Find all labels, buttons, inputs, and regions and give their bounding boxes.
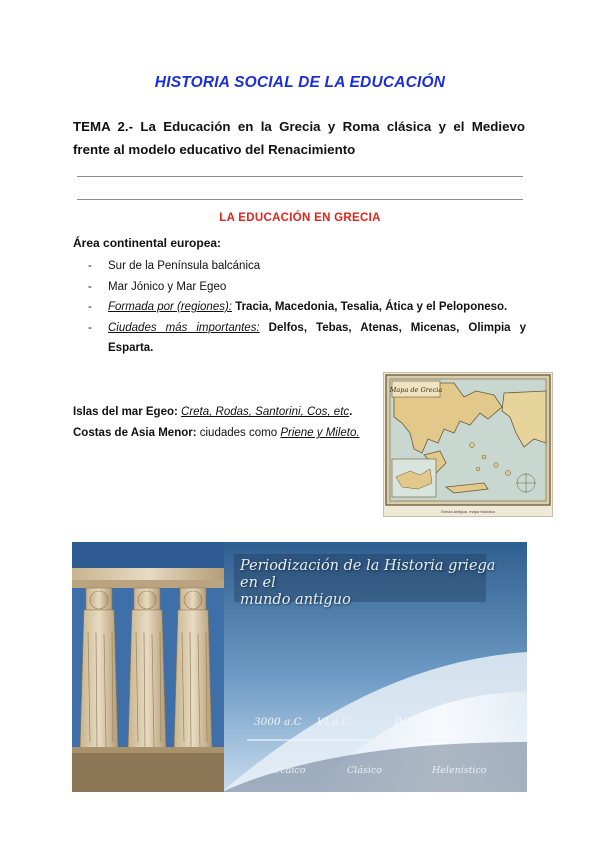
coasts-line [73,423,360,444]
banner-title-line-2: mundo antiguo [240,592,351,608]
era-label: Arcaico [269,765,306,776]
list-item-label: Formada por (regiones): [108,301,232,313]
list-item [88,277,526,298]
list-item-text: Tracia, Macedonia, Tesalia, Ática y el Peloponeso. [232,301,508,313]
coasts-label: Costas de Asia Menor: [73,427,197,439]
banner-title [240,558,510,609]
timeline-label: II. a. C [464,716,500,728]
list-item-text: Sur de la Península balcánica [108,260,261,272]
list-item-label: Ciudades más importantes: [108,321,260,334]
topic-heading [73,115,525,161]
divider-line [77,199,523,200]
islands-end: . [349,406,353,418]
document-title: HISTORIA SOCIAL DE LA EDUCACIÓN [154,74,446,91]
coasts-prefix: ciudades como [199,427,278,439]
map-cartouche: Mapa de Grecia [389,386,443,394]
map-caption: Grecia Antigua, mapa histórico [440,509,496,514]
list-item [88,318,526,359]
list-item-text: Delfos, Tebas, Atenas, Micenas, Olimpia y Esparta. [108,321,527,354]
list-bullet: - [88,301,92,313]
banner-title-line-1: Periodización de la Historia griega en el [240,558,496,591]
list-bullet: - [88,321,92,334]
list-bullet: - [88,280,92,293]
area-heading: Área continental europea: [73,236,222,250]
map-illustration [384,373,552,507]
section-title: LA EDUCACIÓN EN GRECIA [219,212,381,224]
era-label: Clásico [347,765,382,776]
list-item-text: Mar Jónico y Mar Egeo [108,280,227,293]
topic-heading-line-2: frente al modelo educativo del Renacimiento [73,142,356,157]
islands-list: Creta, Rodas, Santorini, Cos, etc [181,406,350,418]
timeline-label: 3000 a.C [254,716,302,728]
list-bullet: - [88,260,92,272]
periodization-banner [72,542,527,792]
greece-map-image [383,372,553,517]
timeline-label: IV a.C [394,716,427,728]
islands-label: Islas del mar Egeo: [73,406,178,418]
area-list [88,256,526,359]
islands-block [73,402,360,444]
list-item [88,297,526,318]
coasts-cities: Priene y Mileto. [280,427,360,439]
divider-line [77,176,523,177]
timeline-label: VI a.C [317,716,350,728]
islands-line [73,402,360,423]
topic-heading-line-1: TEMA 2.- La Educación en la Grecia y Roma clásica y el Medievo [73,119,525,134]
list-item [88,256,526,277]
era-label: Helenístico [432,765,487,776]
